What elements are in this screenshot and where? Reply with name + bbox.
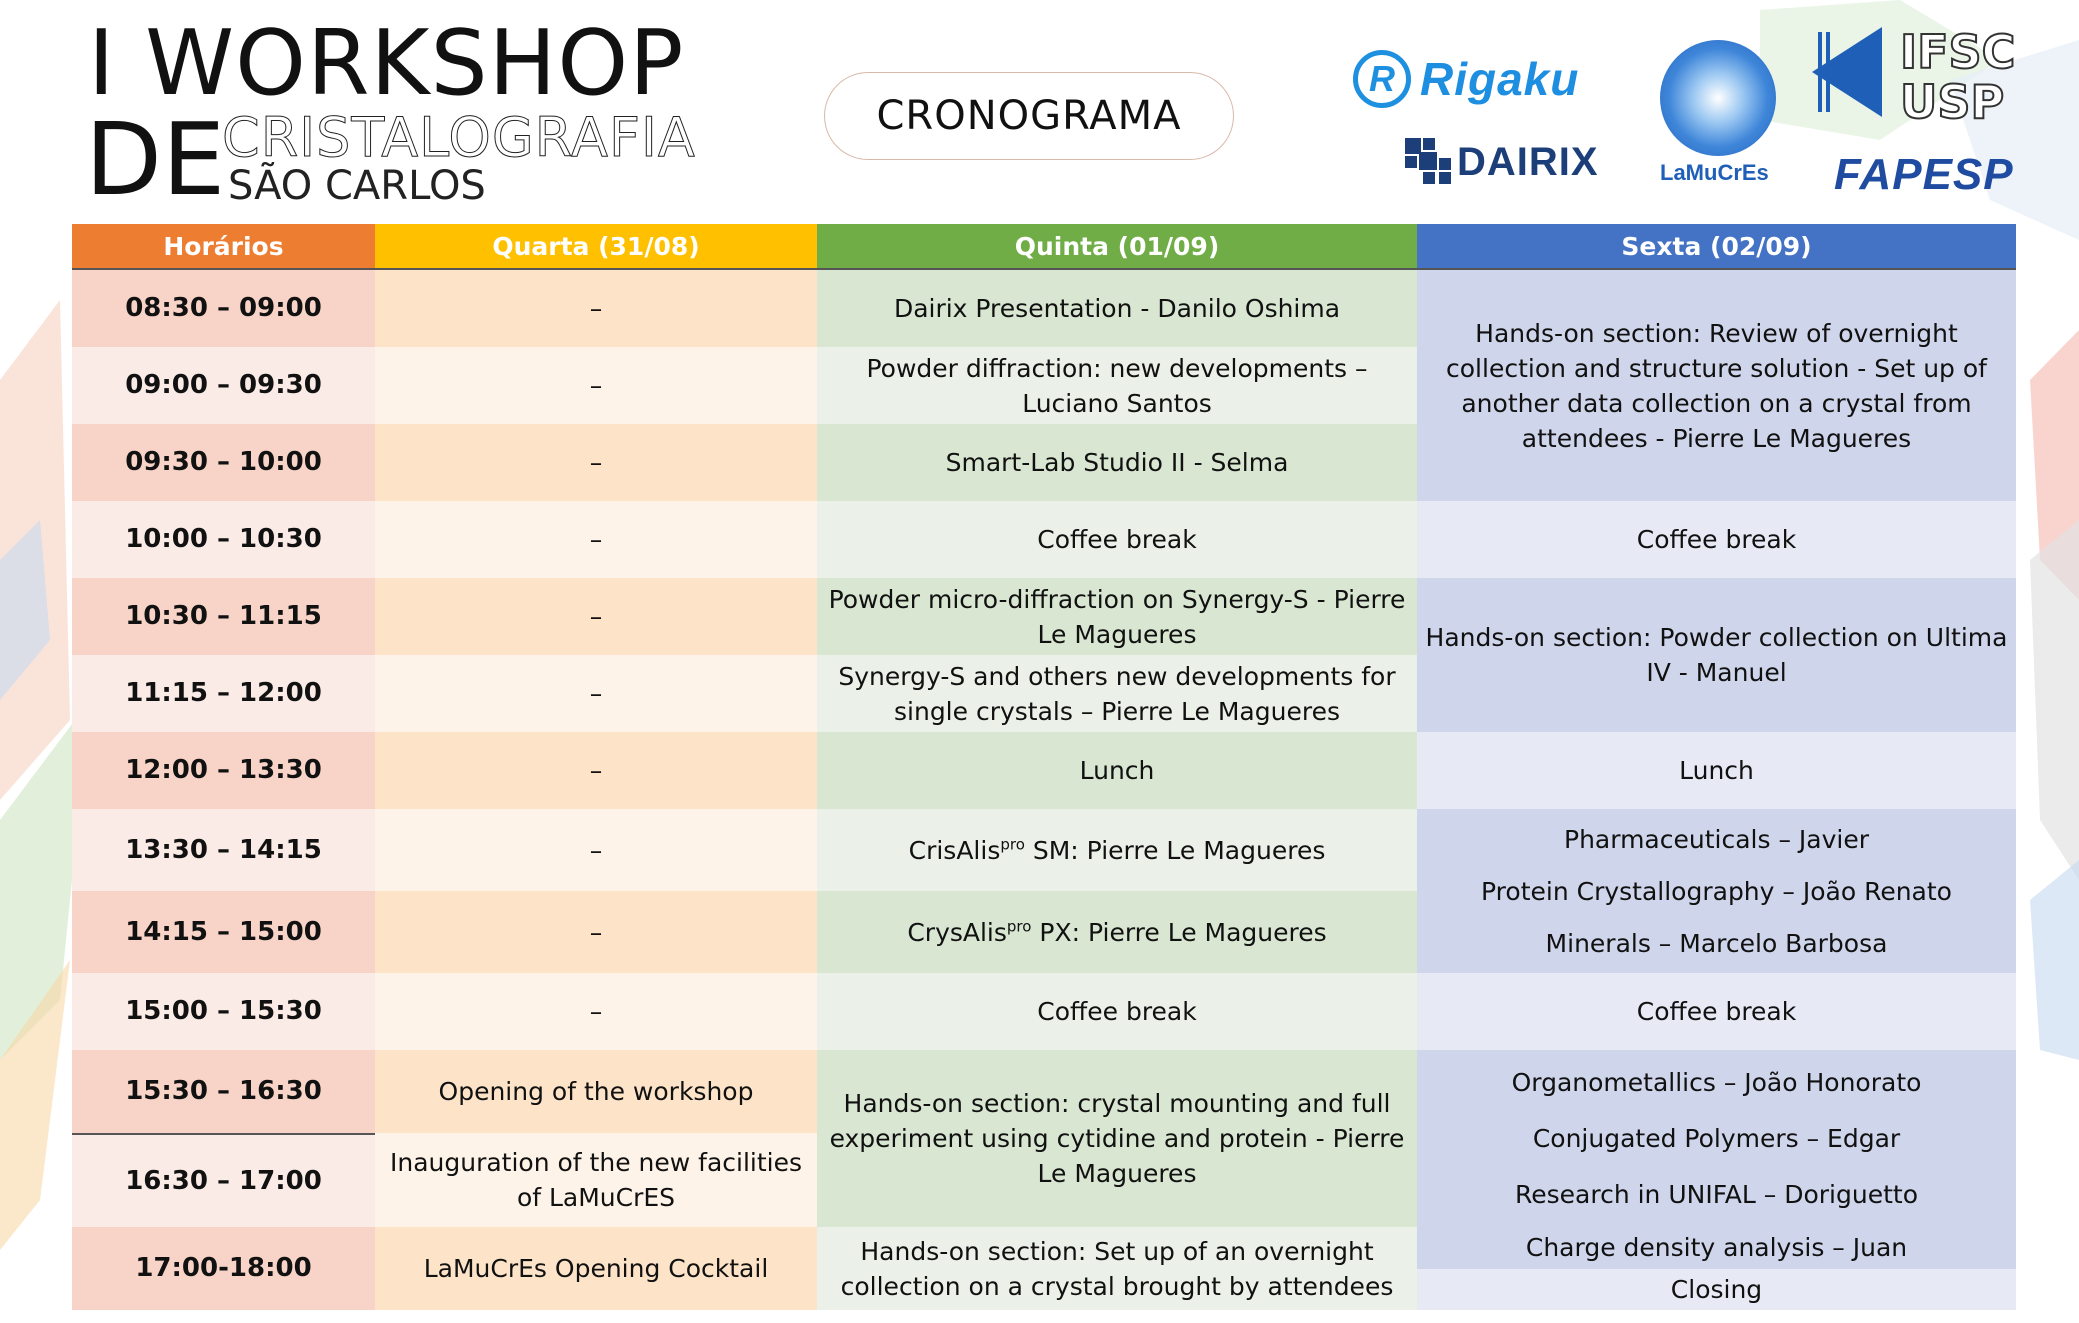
- header-wednesday: Quarta (31/08): [375, 224, 817, 270]
- friday-charge: Charge density analysis – Juan: [1417, 1227, 2016, 1269]
- crisalis-rest: SM: Pierre Le Magueres: [1024, 835, 1326, 865]
- thursday-powder: Powder diffraction: new developments – Luciano Santos: [817, 347, 1417, 424]
- wednesday-cell: –: [375, 973, 817, 1050]
- time-slot: 16:30 – 17:00: [72, 1133, 375, 1227]
- dairix-logo: DAIRIX: [1457, 140, 1599, 184]
- crysalis-name: CrysAlis: [907, 917, 1007, 947]
- wednesday-cell: –: [375, 270, 817, 347]
- thursday-coffee: Coffee break: [817, 501, 1417, 578]
- thursday-smartlab: Smart-Lab Studio II - Selma: [817, 424, 1417, 501]
- time-slot: 15:00 – 15:30: [72, 973, 375, 1050]
- dairix-logo-icon: [1405, 138, 1453, 184]
- fapesp-logo: FAPESP: [1834, 150, 2014, 199]
- friday-minerals: Minerals – Marcelo Barbosa: [1545, 928, 1888, 958]
- schedule-table: [72, 224, 2016, 1310]
- friday-unifal: Research in UNIFAL – Doriguetto: [1514, 1180, 1918, 1210]
- thursday-overnight: Hands-on section: Set up of an overnight collection on a crystal brought by attendees: [817, 1227, 1417, 1310]
- rigaku-logo: Rigaku: [1420, 53, 1580, 105]
- friday-closing: Closing: [1417, 1269, 2016, 1311]
- wednesday-cell: –: [375, 347, 817, 424]
- thursday-mounting: Hands-on section: crystal mounting and full experiment using cytidine and protein - Pierre Le Magueres: [817, 1050, 1417, 1227]
- workshop-title: I WORKSHOP: [88, 11, 685, 116]
- crisalis-name: CrisAlis: [908, 835, 1001, 865]
- time-slot: 11:15 – 12:00: [72, 655, 375, 732]
- friday-talks-afternoon: [1417, 809, 2016, 973]
- wednesday-opening: Opening of the workshop: [375, 1050, 817, 1133]
- thursday-crisalis: [817, 809, 1417, 891]
- wednesday-inauguration: Inauguration of the new facilities of LaMuCrES: [375, 1133, 817, 1227]
- time-slot: 10:00 – 10:30: [72, 501, 375, 578]
- wednesday-cell: –: [375, 655, 817, 732]
- friday-organometallics: Organometallics – João Honorato: [1511, 1067, 1922, 1097]
- thursday-dairix: Dairix Presentation - Danilo Oshima: [817, 270, 1417, 347]
- thursday-lunch: Lunch: [817, 732, 1417, 809]
- thursday-microdiffraction: Powder micro-diffraction on Synergy-S - Pierre Le Magueres: [817, 578, 1417, 655]
- header-thursday: Quinta (01/09): [817, 224, 1417, 270]
- friday-final-slot: [1417, 1227, 2016, 1310]
- wednesday-cell: –: [375, 578, 817, 655]
- workshop-subtitle: CRISTALOGRAFIA: [222, 106, 696, 169]
- thursday-synergy: Synergy-S and others new developments for single crystals – Pierre Le Magueres: [817, 655, 1417, 732]
- crysalis-rest: PX: Pierre Le Magueres: [1031, 917, 1327, 947]
- friday-lunch: Lunch: [1417, 732, 2016, 809]
- time-slot: 15:30 – 16:30: [72, 1050, 375, 1133]
- wednesday-cell: –: [375, 732, 817, 809]
- time-slot: 17:00-18:00: [72, 1227, 375, 1310]
- time-slot: 14:15 – 15:00: [72, 891, 375, 973]
- time-slot: 13:30 – 14:15: [72, 809, 375, 891]
- friday-protein: Protein Crystallography – João Renato: [1481, 876, 1952, 906]
- time-slot: 09:00 – 09:30: [72, 347, 375, 424]
- time-slot: 08:30 – 09:00: [72, 270, 375, 347]
- usp-text: USP: [1900, 75, 2005, 122]
- rigaku-logo-icon: R: [1353, 50, 1411, 108]
- friday-pharma: Pharmaceuticals – Javier: [1564, 824, 1869, 854]
- crysalis-sup: pro: [1006, 917, 1032, 936]
- workshop-city: SÃO CARLOS: [228, 163, 486, 209]
- friday-polymers: Conjugated Polymers – Edgar: [1532, 1123, 1901, 1153]
- wednesday-cell: –: [375, 891, 817, 973]
- lamucres-logo-icon: [1660, 40, 1776, 156]
- time-slot: 10:30 – 11:15: [72, 578, 375, 655]
- wednesday-cocktail: LaMuCrEs Opening Cocktail: [375, 1227, 817, 1310]
- wednesday-cell: –: [375, 501, 817, 578]
- wednesday-cell: –: [375, 424, 817, 501]
- friday-talks-late: [1417, 1050, 2016, 1227]
- cronograma-badge: CRONOGRAMA: [824, 72, 1234, 160]
- friday-review: Hands-on section: Review of overnight collection and structure solution - Set up of another data collection on a crystal from attendees - Pierre Le Magueres: [1417, 270, 2016, 501]
- workshop-title-de: DE: [85, 101, 226, 218]
- time-slot: 09:30 – 10:00: [72, 424, 375, 501]
- thursday-coffee-2: Coffee break: [817, 973, 1417, 1050]
- crisalis-sup: pro: [1000, 835, 1025, 854]
- time-slot: 12:00 – 13:30: [72, 732, 375, 809]
- wednesday-cell: –: [375, 809, 817, 891]
- ifsc-usp-logo: [1812, 22, 2042, 122]
- thursday-crysalis: [817, 891, 1417, 973]
- header-friday: Sexta (02/09): [1417, 224, 2016, 270]
- header-time: Horários: [72, 224, 375, 270]
- friday-powder-ultima: Hands-on section: Powder collection on Ultima IV - Manuel: [1417, 578, 2016, 732]
- lamucres-logo: LaMuCrEs: [1660, 160, 1769, 185]
- ifsc-text: IFSC: [1900, 25, 2016, 79]
- friday-coffee-2: Coffee break: [1417, 973, 2016, 1050]
- friday-coffee: Coffee break: [1417, 501, 2016, 578]
